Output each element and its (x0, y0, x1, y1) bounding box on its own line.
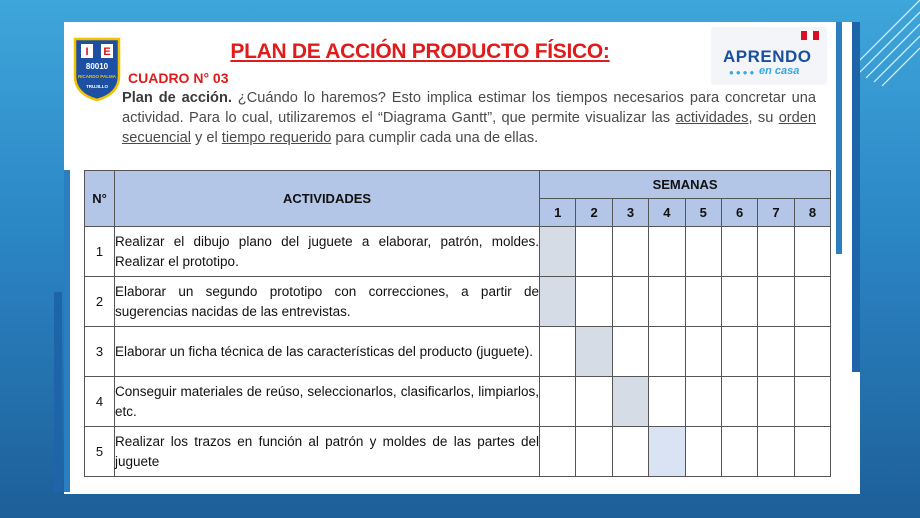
week-cell (685, 227, 721, 277)
week-header: 4 (649, 199, 685, 227)
week-cell (685, 377, 721, 427)
week-cell (794, 427, 830, 477)
week-cell (758, 377, 794, 427)
col-header-number: N° (85, 171, 115, 227)
crest-name: RICARDO PALMA (78, 74, 116, 79)
week-cell (576, 427, 612, 477)
week-cell-scheduled (540, 227, 576, 277)
week-cell-scheduled (649, 427, 685, 477)
right-accent-bar-dark (852, 22, 860, 372)
intro-keyword-tiempo: tiempo requerido (221, 130, 332, 146)
week-cell (576, 377, 612, 427)
aprendo-en-casa-logo (711, 27, 827, 85)
right-accent-bar (836, 22, 842, 254)
row-number: 3 (85, 327, 115, 377)
week-cell (576, 277, 612, 327)
decorative-diagonal-lines (850, 0, 920, 120)
table-row (85, 377, 831, 427)
intro-keyword-orden: orden secuencial (122, 110, 817, 146)
week-cell (758, 227, 794, 277)
week-cell (721, 377, 757, 427)
week-cell (758, 277, 794, 327)
week-cell (685, 327, 721, 377)
week-header: 8 (794, 199, 830, 227)
week-cell (721, 277, 757, 327)
week-cell (758, 427, 794, 477)
table-caption: CUADRO N° 03 (128, 70, 229, 86)
left-accent-bar-dark (54, 292, 62, 492)
row-activity: Realizar los trazos en función al patrón y moldes de las partes del juguete (115, 427, 540, 477)
week-cell (721, 427, 757, 477)
intro-text-2: , su (748, 110, 779, 126)
week-cell (758, 327, 794, 377)
intro-text-1: ¿Cuándo lo haremos? Esto implica estimar los tiempos necesarios para concretar una actividad. Para lo cual, utilizaremos el “Diagrama Gantt”, que permite visualizar las (122, 90, 817, 126)
page-title: PLAN DE ACCIÓN PRODUCTO FÍSICO: (230, 40, 610, 63)
peru-flag-icon (801, 31, 819, 40)
row-activity: Conseguir materiales de reúso, seleccionarlos, clasificarlos, limpiarlos, etc. (115, 377, 540, 427)
aprendo-logo-dots: ●●●● (729, 68, 757, 77)
week-cell (721, 327, 757, 377)
week-cell (794, 377, 830, 427)
row-activity: Elaborar un ficha técnica de las características del producto (juguete). (115, 327, 540, 377)
row-number: 2 (85, 277, 115, 327)
intro-bold-lead: Plan de acción. (122, 90, 232, 106)
row-activity: Elaborar un segundo prototipo con correcciones, a partir de sugerencias nacidas de las entrevistas. (115, 277, 540, 327)
week-cell (612, 427, 648, 477)
crest-letter-e: E (103, 46, 111, 58)
table-header-row (85, 171, 831, 199)
week-header: 5 (685, 199, 721, 227)
table-row (85, 327, 831, 377)
intro-text-3: y el (190, 130, 222, 146)
table-row (85, 227, 831, 277)
week-cell (794, 227, 830, 277)
week-cell (540, 377, 576, 427)
col-header-weeks: SEMANAS (540, 171, 831, 199)
table-row (85, 277, 831, 327)
intro-keyword-actividades: actividades (675, 110, 749, 126)
crest-city: TRUJILLO (86, 84, 108, 89)
week-cell-scheduled (612, 377, 648, 427)
row-number: 4 (85, 377, 115, 427)
week-header: 7 (758, 199, 794, 227)
col-header-activities: ACTIVIDADES (115, 171, 540, 227)
week-header: 3 (612, 199, 648, 227)
crest-letter-i: I (85, 46, 89, 58)
left-accent-bar (64, 170, 70, 492)
week-cell-scheduled (540, 277, 576, 327)
week-cell (612, 327, 648, 377)
crest-number: 80010 (85, 62, 109, 71)
week-cell (721, 227, 757, 277)
row-activity: Realizar el dibujo plano del juguete a elaborar, patrón, moldes. Realizar el prototipo. (115, 227, 540, 277)
en-casa-logo-text: en casa (759, 65, 800, 77)
week-cell (540, 327, 576, 377)
intro-paragraph (122, 88, 816, 148)
week-cell (612, 227, 648, 277)
week-cell (649, 277, 685, 327)
week-cell (540, 427, 576, 477)
week-cell (794, 327, 830, 377)
table-row (85, 427, 831, 477)
week-cell-scheduled (576, 327, 612, 377)
week-cell (576, 227, 612, 277)
aprendo-logo-text: APRENDO (723, 47, 812, 66)
intro-text-4: para cumplir cada una de ellas. (331, 130, 539, 146)
week-header: 2 (576, 199, 612, 227)
row-number: 1 (85, 227, 115, 277)
week-header: 1 (540, 199, 576, 227)
week-cell (649, 327, 685, 377)
week-cell (649, 227, 685, 277)
week-cell (649, 377, 685, 427)
week-header: 6 (721, 199, 757, 227)
week-cell (685, 277, 721, 327)
week-cell (612, 277, 648, 327)
week-cell (685, 427, 721, 477)
school-crest-logo (72, 36, 122, 102)
row-number: 5 (85, 427, 115, 477)
gantt-table (84, 170, 831, 477)
week-cell (794, 277, 830, 327)
